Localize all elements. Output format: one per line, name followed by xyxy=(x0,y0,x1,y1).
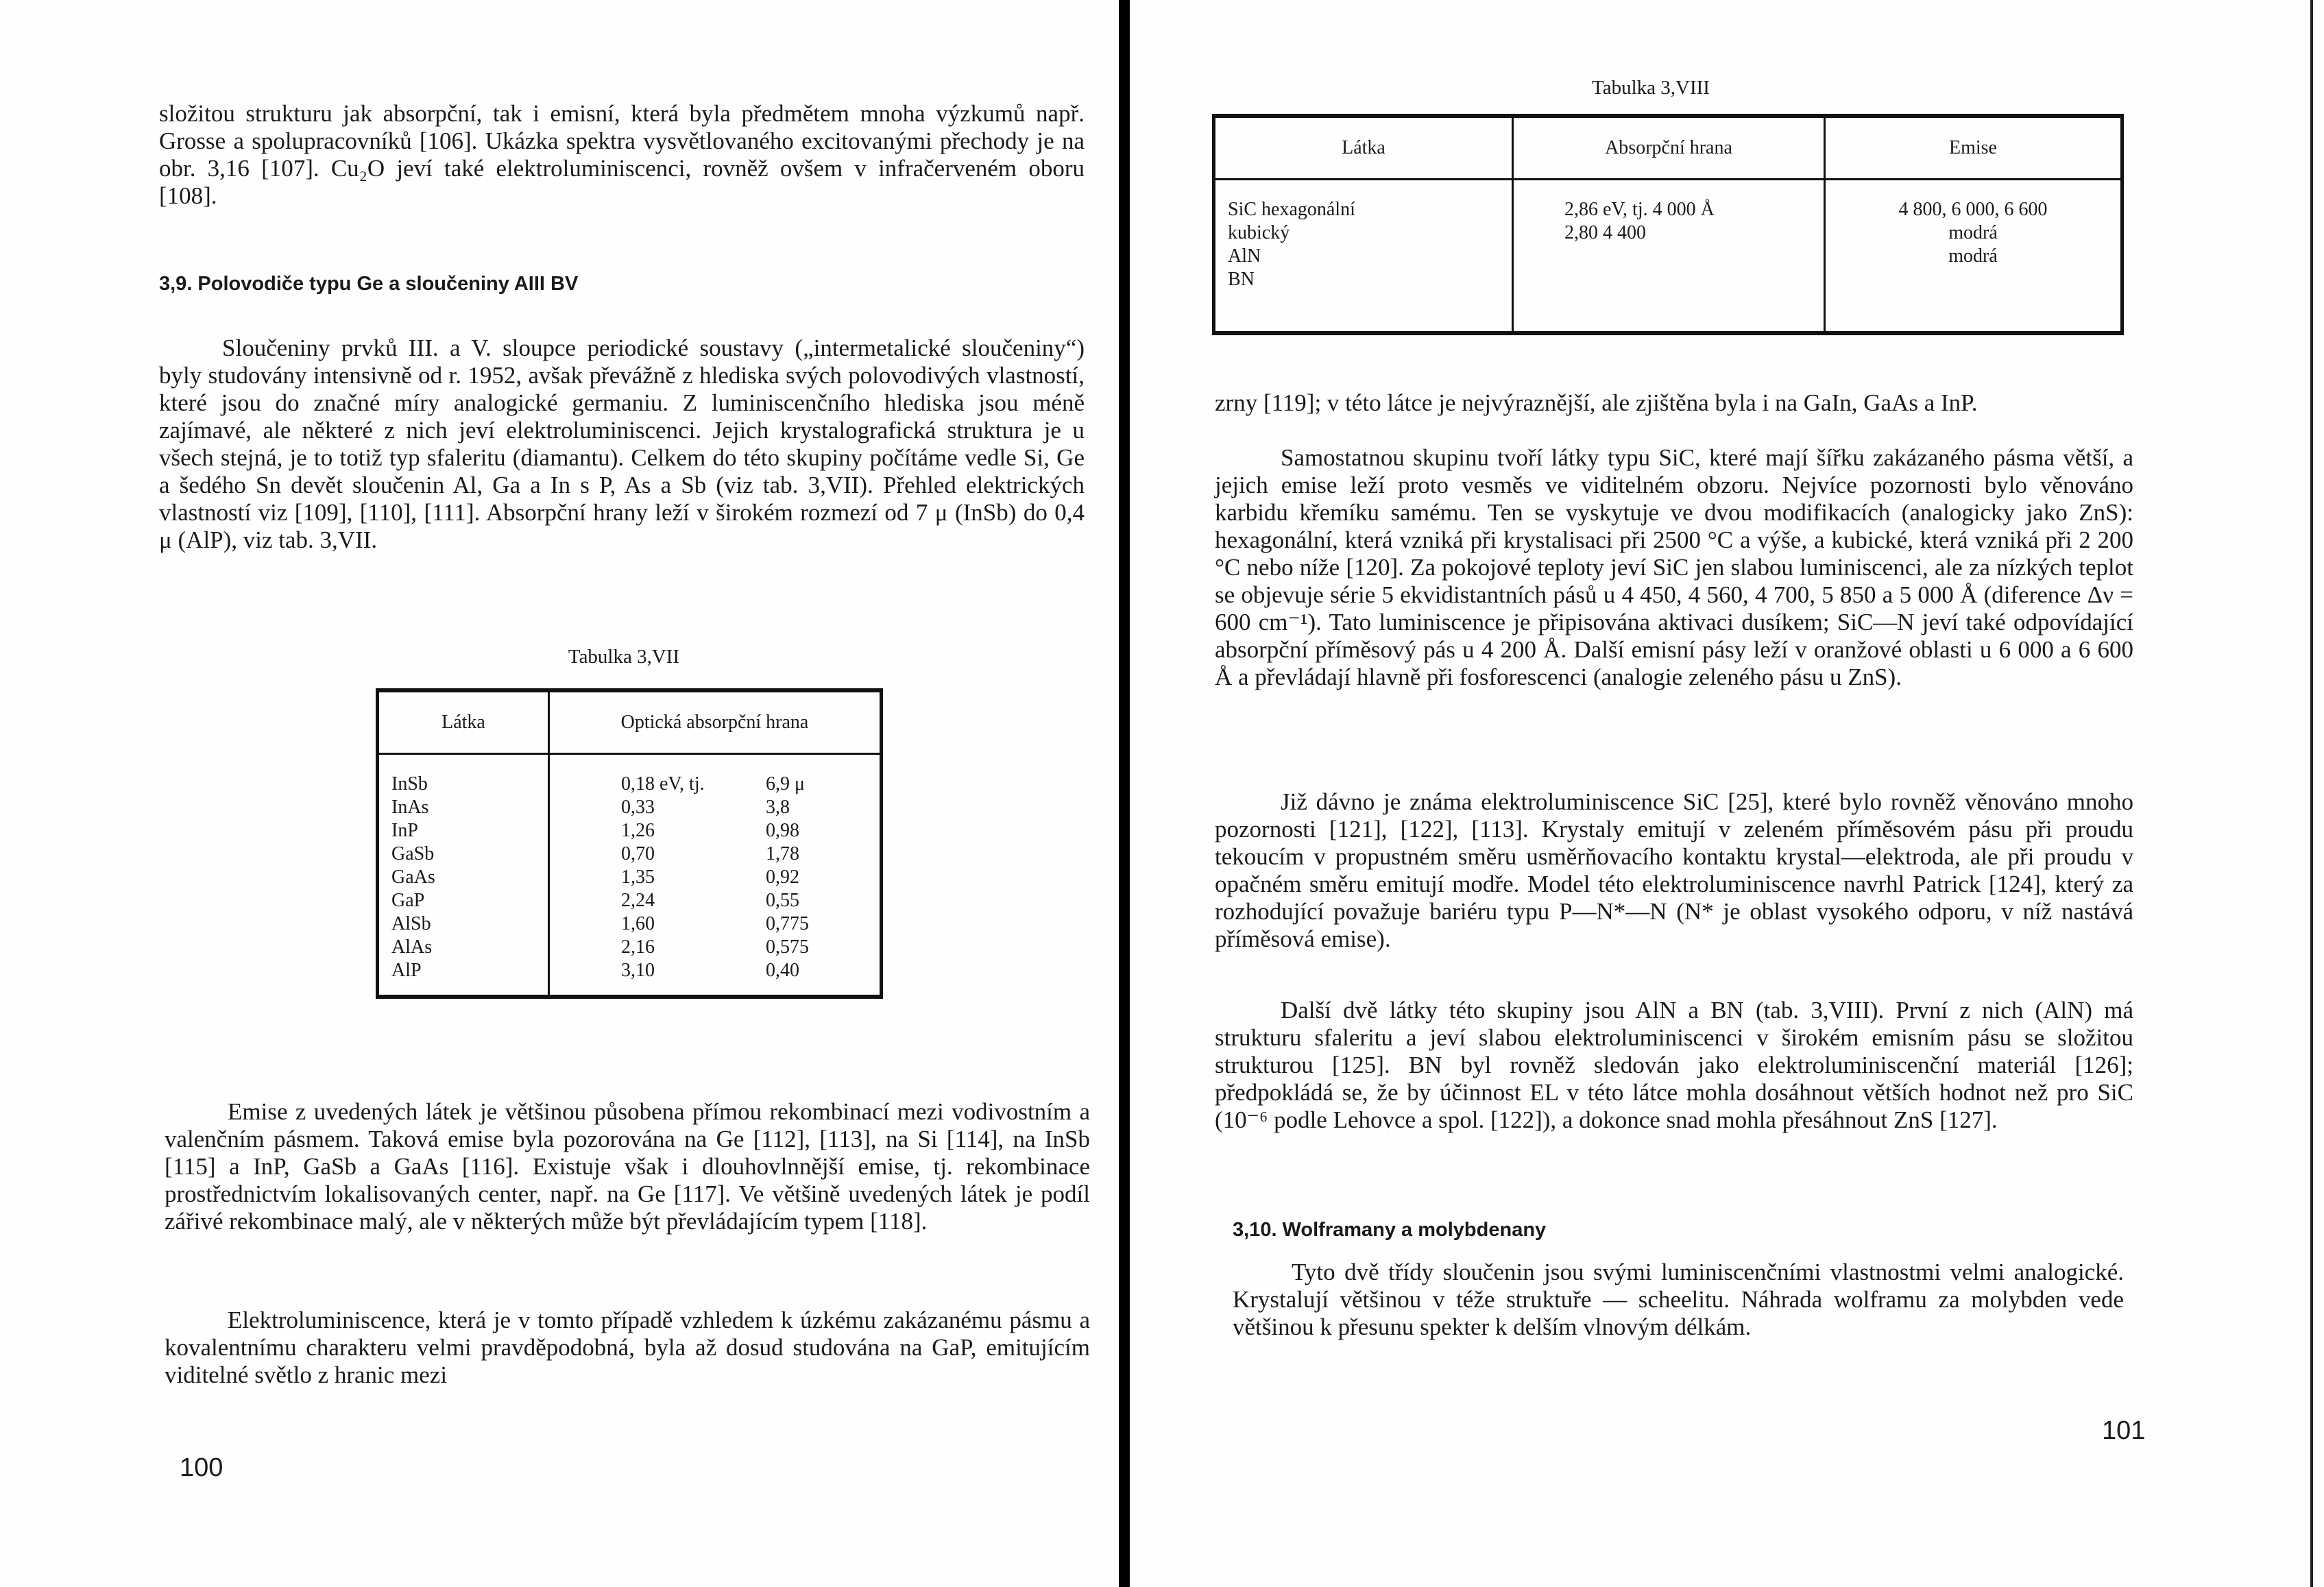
paragraph: Emise z uvedených látek je většinou působena přímou rekombinací mezi vodivostním a valenčním pásmem. Taková emise byla pozorována na Ge [112], [113], na Si [114], na InSb [115] a InP, GaSb a GaAs [116]. Existuje však i dlouhovlnnější emise, tj. rekombinace prostřednictvím lokalisovaných center, např. na Ge [117]. Ve většině uvedených látek je podíl zářivé rekombinace malý, ale v některých může být převládajícím typem [118]. xyxy=(165,1098,1090,1235)
table-column-substance: SiC hexagonální kubický AlN BN xyxy=(1214,180,1513,334)
table-3-viii xyxy=(1212,114,2124,335)
paragraph: zrny [119]; v této látce je nejvýraznější, ale zjištěna byla i na GaIn, GaAs a InP. xyxy=(1215,389,1978,416)
paragraph: Samostatnou skupinu tvoří látky typu SiC, které mají šířku zakázaného pásma větší, a jejich emise leží proto vesměs ve viditelném obzoru. Nejvíce pozornosti bylo věnováno karbidu křemíku samému. Ten se vyskytuje ve dvou modifikacích (analogicky jako ZnS): hexagonální, která vzniká při krystalisaci při 2500 °C a výše, a kubické, která vzniká při 2 200 °C nebo níže [120]. Za pokojové teploty jeví SiC jen slabou luminiscenci, ale za nízkých teplot se objevuje série 5 ekvidistantních pásů u 4 450, 4 560, 4 700, 5 850 a 5 000 Å (diference Δν = 600 cm⁻¹). Tato luminiscence je připisována aktivaci dusíkem; SiC—N jeví také odpovídající absorpční příměsový pás u 4 200 Å. Další emisní pásy leží v oranžové oblasti u 6 000 a 6 600 Å a převládají hlavně při fosforescenci (analogie zeleného pásu u ZnS). xyxy=(1215,444,2133,690)
page-number: 100 xyxy=(180,1453,223,1482)
table-header-cell: Optická absorpční hrana xyxy=(549,690,882,754)
right-page xyxy=(1130,0,2324,1587)
table-header-cell: Látka xyxy=(378,690,549,754)
page-edge xyxy=(2310,0,2313,1587)
paragraph: Elektroluminiscence, která je v tomto případě vzhledem k úzkému zakázanému pásmu a kovalentnímu charakteru velmi pravděpodobná, byla až dosud studována na GaP, emitujícím viditelné světlo z hranic mezi xyxy=(165,1307,1090,1388)
section-heading: 3,9. Polovodiče typu Ge a sloučeniny AIII BV xyxy=(159,273,579,295)
paragraph: složitou strukturu jak absorpční, tak i emisní, která byla předmětem mnoha výzkumů např. Grosse a spolupracovníků [106]. Ukázka spektra vysvětlovaného excitovanými přechody je na obr. 3,16 [107]. Cu₂O jeví také elektroluminiscenci, rovněž ovšem v infračerveném oboru [108]. xyxy=(159,100,1085,209)
table-column-substance: InSb InAs InP GaSb GaAs GaP AlSb AlAs AlP xyxy=(378,754,549,997)
table-caption: Tabulka 3,VIII xyxy=(1592,77,1710,99)
left-page xyxy=(0,0,1121,1587)
table-column-edge-ev: 0,18 eV, tj. 0,33 1,26 0,70 1,35 2,24 1,60 2,16 3,10 xyxy=(621,773,705,981)
book-gutter xyxy=(1119,0,1130,1587)
paragraph: Další dvě látky této skupiny jsou AlN a BN (tab. 3,VIII). První z nich (AlN) má strukturu sfaleritu a jeví slabou elektroluminiscenci v širokém emisním pásu se složitou strukturou [125]. BN byl rovněž sledován jako elektroluminiscenční materiál [126]; předpokládá se, že by účinnost EL v této látce mohla dosáhnout větších hodnot než pro SiC (10⁻⁶ podle Lehovce a spol. [122]), a dokonce snad mohla přesáhnout ZnS [127]. xyxy=(1215,997,2133,1133)
table-header-cell: Absorpční hrana xyxy=(1513,116,1825,180)
paragraph: Již dávno je známa elektroluminiscence SiC [25], které bylo rovněž věnováno mnoho pozornosti [121], [122], [113]. Krystaly emitují v zeleném příměsovém pásu při proudu tekoucím v propustném směru usměrňovacího kontaktu krystal—elektroda, ale při proudu v opačném směru emitují modře. Model této elektroluminiscence navrhl Patrick [124], který za rozhodující považuje bariéru typu P—N*—N (N* je oblast vysokého odporu, v níž nastává příměsová emise). xyxy=(1215,788,2133,952)
table-3-vii xyxy=(376,688,883,999)
table-header-cell: Látka xyxy=(1214,116,1513,180)
table-column-absorption-edge: 2,86 eV, tj. 4 000 Å 2,80 4 400 xyxy=(1513,180,1825,334)
section-heading: 3,10. Wolframany a molybdenany xyxy=(1233,1219,1547,1241)
paragraph: Tyto dvě třídy sloučenin jsou svými luminiscenčními vlastnostmi velmi analogické. Krystalují většinou v téže struktuře — scheelitu. Náhrada wolframu za molybden vede většinou k přesunu spekter k delším vlnovým délkám. xyxy=(1233,1259,2124,1340)
table-column-emission: 4 800, 6 000, 6 600 modrá modrá xyxy=(1898,199,2048,267)
paragraph: Sloučeniny prvků III. a V. sloupce periodické soustavy („intermetalické sloučeniny“) byly studovány intensivně od r. 1952, avšak převážně z hlediska svých polovodivých vlastností, které jsou do značné míry analogické germaniu. Z luminiscenčního hlediska jsou méně zajímavé, ale některé z nich jeví elektroluminiscenci. Jejich krystalografická struktura je u všech stejná, je to totiž typ sfaleritu (diamantu). Celkem do této skupiny počítáme vedle Si, Ge a šedého Sn devět sloučenin Al, Ga a In s P, As a Sb (viz tab. 3,VII). Přehled elektrických vlastností viz [109], [110], [111]. Absorpční hrany leží v širokém rozmezí od 7 μ (InSb) do 0,4 μ (AlP), viz tab. 3,VII. xyxy=(159,335,1085,553)
table-column-edge-um: 6,9 μ 3,8 0,98 1,78 0,92 0,55 0,775 0,575 0,40 xyxy=(766,773,809,981)
table-header-cell: Emise xyxy=(1825,116,2122,180)
table-caption: Tabulka 3,VII xyxy=(568,646,680,668)
page-number: 101 xyxy=(2102,1416,2146,1445)
